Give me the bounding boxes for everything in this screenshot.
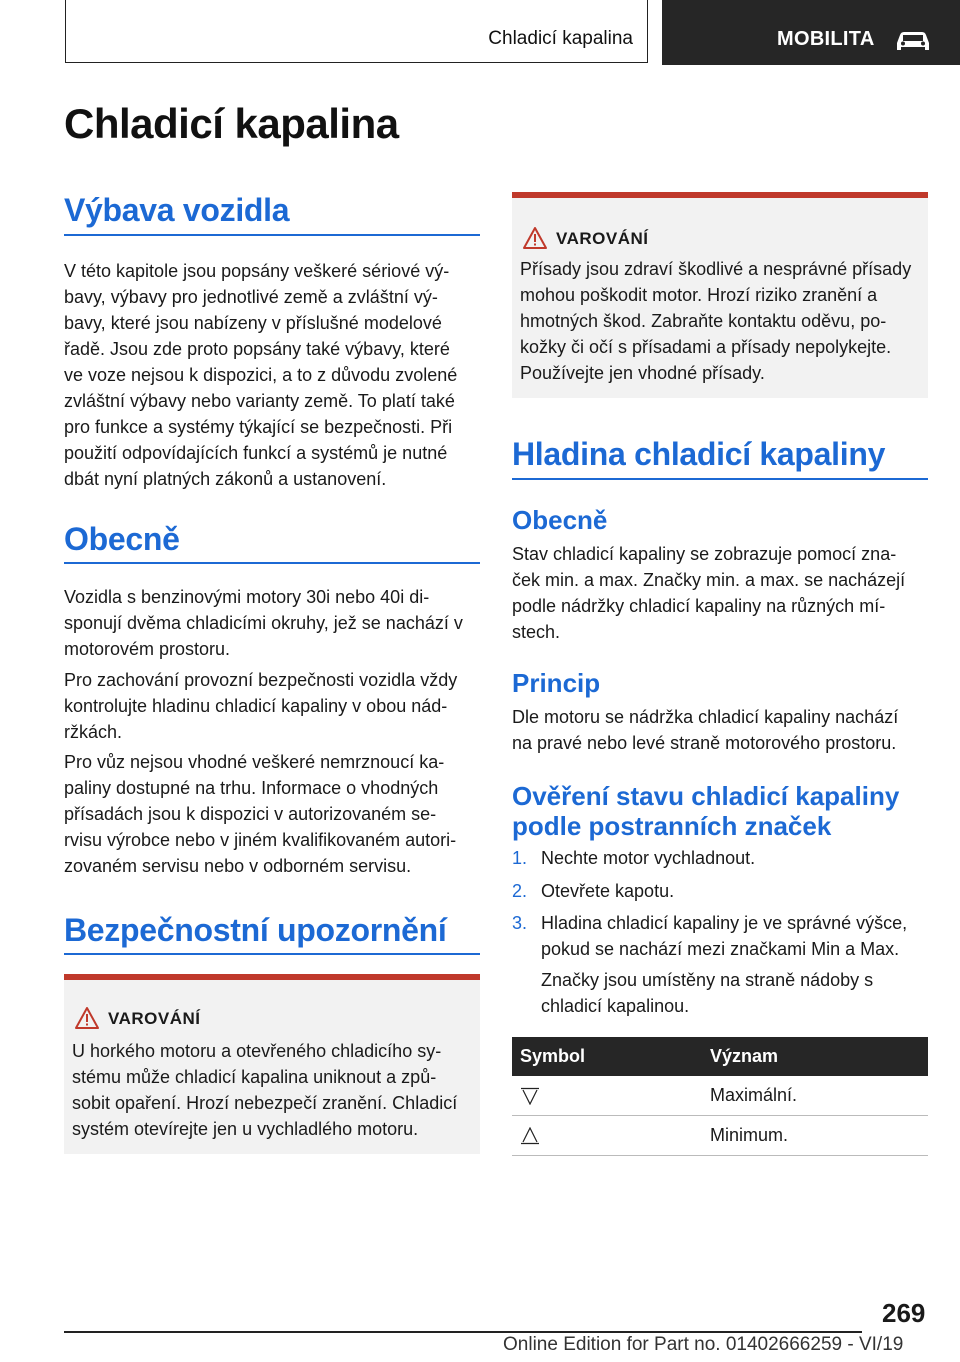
header-chapter-frame: [65, 0, 648, 63]
text-line: systém otevírejte jen u vychladlého motoru.: [72, 1119, 419, 1139]
text-line: bavy, které jsou nabízeny v příslušné modelové: [64, 313, 442, 333]
text-line: motorovém prostoru.: [64, 639, 231, 659]
header-chapter-title: Chladicí kapalina: [488, 28, 633, 49]
text-line: paliny dostupné na trhu. Informace o vhodných: [64, 778, 439, 798]
text-line: V této kapitole jsou popsány veškeré sériové vý-: [64, 261, 450, 281]
text-line: chladicí kapalinou.: [541, 996, 690, 1016]
text-line: kožky či očí s přísadami a přísady nepolykejte.: [520, 337, 892, 357]
text-line: Pro vůz nejsou vhodné veškeré nemrznoucí ka-: [64, 752, 445, 772]
warning-triangle-icon: [74, 1006, 100, 1030]
table-cell-meaning: Minimum.: [710, 1125, 789, 1145]
heading-safety: Bezpečnostní upozornění: [64, 912, 447, 948]
table-row: [512, 1076, 928, 1116]
warning-box-additives: [512, 192, 928, 398]
text-line: podle nádržky chladicí kapaliny na různých mí-: [512, 596, 886, 616]
text-line: hmotných škod. Zabraňte kontaktu oděvu, po-: [520, 311, 887, 331]
text-line: U horkého motoru a otevřeného chladicího sy-: [72, 1041, 442, 1061]
text-line: pro funkce a systémy týkající se bezpečnosti. Při: [64, 417, 453, 437]
page-number: 269: [882, 1298, 926, 1328]
text-line: řadě. Jsou zde proto popsány také výbavy, které: [64, 339, 450, 359]
text-line: podle postranních značek: [512, 811, 832, 841]
heading-rule: [64, 953, 480, 955]
text-line: sponují dvěma chladicími okruhy, jež se nachází v: [64, 613, 463, 633]
text-line: použití odpovídajících funkcí a systémů je nutné: [64, 443, 448, 463]
text-line: dbát nyní platných zákonů a ustanovení.: [64, 469, 387, 489]
text-line: Značky jsou umístěny na straně nádoby s: [541, 970, 874, 990]
header-section-tab[interactable]: [662, 0, 960, 65]
text-line: na pravé nebo levé straně motorového prostoru.: [512, 733, 897, 753]
text-line: Ověření stavu chladicí kapaliny: [512, 781, 900, 811]
table-header-cell: Význam: [710, 1046, 779, 1066]
text-line: sobit opaření. Hrozí nebezpečí zranění. Chladicí: [72, 1093, 458, 1113]
text-line: přísadách jsou k dispozici v autorizovaném se-: [64, 804, 437, 824]
subheading-check-level: [512, 781, 932, 841]
subheading-general: Obecně: [512, 505, 608, 535]
warning-title: VAROVÁNÍ: [108, 1009, 201, 1028]
text-line: stému může chladicí kapalina uniknout a způ-: [72, 1067, 437, 1087]
heading-general: Obecně: [64, 521, 180, 557]
min-mark-icon: [520, 1127, 540, 1145]
text-line: Dle motoru se nádržka chladicí kapaliny nachází: [512, 707, 899, 727]
text-line: zovaném servisu nebo v odborném servisu.: [64, 856, 412, 876]
footer-edition: Online Edition for Part no. 01402666259 - VI/19: [503, 1334, 904, 1355]
step-number: 2.: [512, 881, 528, 901]
text-line: bavy, výbavy pro jednotlivé země a zvláštní vý-: [64, 287, 438, 307]
footer-rule: [64, 1331, 862, 1333]
heading-coolant-level: Hladina chladicí kapaliny: [512, 436, 886, 472]
step-number: 1.: [512, 848, 528, 868]
heading-rule: [512, 478, 928, 480]
symbol-table: [512, 1037, 928, 1156]
max-mark-icon: [520, 1087, 540, 1105]
text-line: zvláštní výbavy nebo varianty země. To platí také: [64, 391, 455, 411]
step-text: Otevřete kapotu.: [541, 881, 675, 901]
warning-text: [72, 1038, 477, 1142]
step-text: Nechte motor vychladnout.: [541, 848, 756, 868]
table-header: [512, 1037, 928, 1076]
text-line: ček min. a max. Značky min. a max. se nacházejí: [512, 570, 906, 590]
paragraph-principle: [512, 704, 932, 756]
text-line: Vozidla s benzinovými motory 30i nebo 40i di-: [64, 587, 430, 607]
text-line: kontrolujte hladinu chladicí kapaliny v obou nád-: [64, 696, 448, 716]
page-title: Chladicí kapalina: [64, 100, 399, 147]
heading-rule: [64, 562, 480, 564]
heading-equipment: Výbava vozidla: [64, 192, 290, 228]
car-icon: [894, 29, 932, 53]
text-line: Hladina chladicí kapaliny je ve správné výšce,: [541, 913, 908, 933]
text-line: rvisu výrobce nebo v jiném kvalifikovaném autori-: [64, 830, 457, 850]
text-line: ržkách.: [64, 722, 123, 742]
paragraph-general-2: [64, 667, 484, 745]
subheading-principle: Princip: [512, 668, 601, 698]
paragraph-general: [512, 541, 932, 645]
paragraph-equipment: [64, 258, 484, 492]
text-line: mohou poškodit motor. Hrozí riziko zranění a: [520, 285, 878, 305]
paragraph-general-3: [64, 749, 484, 879]
table-header-cell: Symbol: [520, 1046, 586, 1066]
table-cell-meaning: Maximální.: [710, 1085, 798, 1105]
paragraph-general-1: [64, 584, 484, 662]
table-row: [512, 1116, 928, 1156]
text-line: pokud se nachází mezi značkami Min a Max.: [541, 939, 900, 959]
text-line: Pro zachování provozní bezpečnosti vozidla vždy: [64, 670, 458, 690]
warning-text: [520, 256, 930, 386]
step-note: [541, 967, 931, 1019]
text-line: Používejte jen vhodné přísady.: [520, 363, 765, 383]
warning-triangle-icon: [522, 226, 548, 250]
step-text: [541, 910, 931, 962]
warning-title: VAROVÁNÍ: [556, 229, 649, 248]
step-number: 3.: [512, 913, 528, 933]
warning-box-hot-engine: [64, 974, 480, 1154]
text-line: Stav chladicí kapaliny se zobrazuje pomocí zna-: [512, 544, 897, 564]
heading-rule: [64, 234, 480, 236]
header-section-label: MOBILITA: [777, 28, 875, 50]
text-line: stech.: [512, 622, 561, 642]
text-line: ve voze nejsou k dispozici, a to z důvodu zvolené: [64, 365, 458, 385]
text-line: Přísady jsou zdraví škodlivé a nesprávné přísady: [520, 259, 912, 279]
